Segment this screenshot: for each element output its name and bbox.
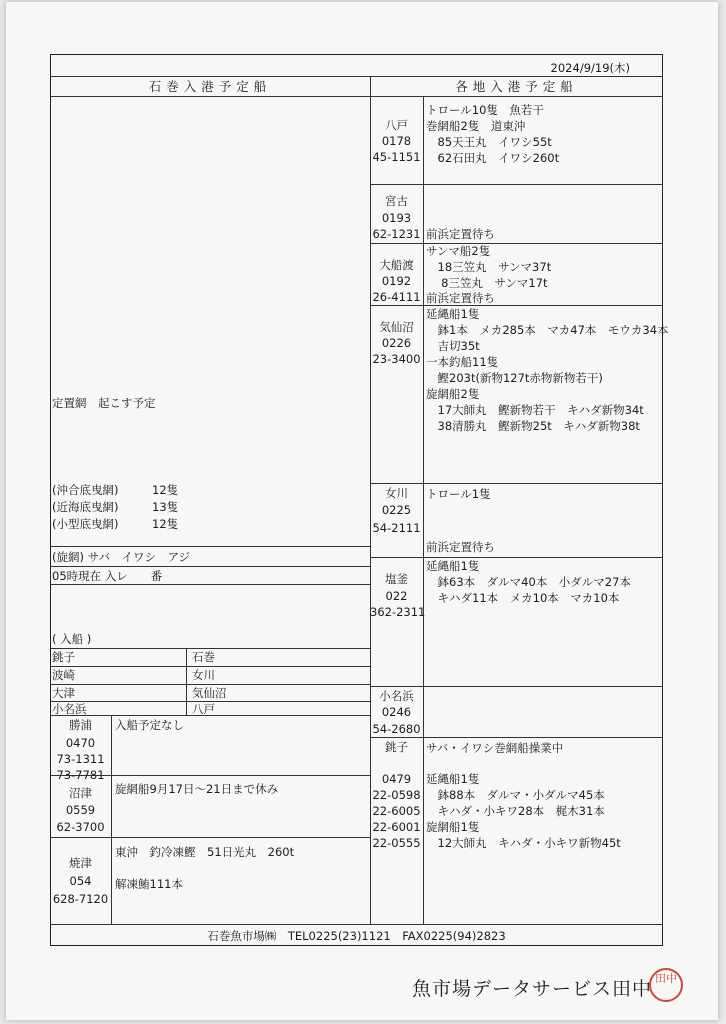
port-cell: 波崎	[52, 668, 75, 682]
port-line: トロール10隻 魚若干	[426, 103, 544, 117]
fleet-name: (沖合底曳網)	[52, 483, 119, 497]
port-name: 八戸	[385, 118, 408, 132]
port-line: 鉢63本 ダルマ40本 小ダルマ27本	[426, 575, 631, 589]
nyusen-label: ( 入船 )	[52, 632, 92, 646]
port-line: 巻網船2隻 道東沖	[426, 119, 526, 133]
port-tel: 0470	[65, 736, 96, 750]
port-line: 17大師丸 鰹新物若干 キハダ新物34t	[426, 403, 644, 417]
port-line: キハダ・小キワ28本 梶木31本	[426, 804, 605, 818]
rule	[186, 648, 187, 715]
port-name: 宮古	[385, 194, 408, 208]
rule	[50, 584, 370, 585]
port-tel: 362-2311	[370, 605, 426, 619]
rule	[50, 76, 663, 77]
port-tel: 054	[69, 874, 92, 888]
port-line: 鉢1本 メカ285本 マカ47本 モウカ34本	[426, 323, 669, 337]
port-cell: 八戸	[192, 702, 215, 716]
signature: 魚市場データサービス田中	[412, 978, 653, 1000]
port-tel: 45-1151	[372, 150, 421, 164]
port-line: 前浜定置待ち	[426, 540, 495, 554]
port-tel: 0559	[65, 803, 96, 817]
port-name: 女川	[385, 486, 408, 500]
rule	[370, 737, 663, 738]
rule	[111, 715, 112, 924]
rule	[50, 666, 370, 667]
port-name: 小名浜	[379, 689, 414, 703]
port-line: 18三笠丸 サンマ37t	[426, 260, 552, 274]
port-tel: 0178	[381, 134, 412, 148]
port-line: サンマ船2隻	[426, 244, 491, 258]
rule	[370, 305, 663, 306]
port-line: 8三笠丸 サンマ17t	[426, 276, 548, 290]
teichi-note: 定置網 起こす予定	[52, 396, 156, 410]
port-tel: 54-2111	[372, 521, 421, 535]
rule	[423, 96, 424, 924]
rule	[370, 483, 663, 484]
footer-contact: 石巻魚市場㈱ TEL0225(23)1121 FAX0225(94)2823	[207, 929, 506, 943]
port-name: 沼津	[69, 786, 92, 800]
rule	[50, 924, 663, 925]
rule	[370, 557, 663, 558]
port-tel: 22-0598	[372, 788, 421, 802]
rule	[50, 684, 370, 685]
port-cell: 大津	[52, 686, 75, 700]
port-line: 12大師丸 キハダ・小キワ新物45t	[426, 836, 621, 850]
port-line: 鉢88本 ダルマ・小ダルマ45本	[426, 788, 605, 802]
port-name: 塩釜	[385, 572, 408, 586]
port-line: キハダ11本 メカ10本 マカ10本	[426, 591, 620, 605]
port-name: 大船渡	[379, 258, 414, 272]
current-status: 05時現在 入レ 番	[52, 569, 163, 583]
port-tel: 0246	[381, 705, 412, 719]
port-cell: 女川	[192, 668, 215, 682]
port-line: 延縄船1隻	[426, 307, 480, 321]
port-line: 38清勝丸 鰹新物25t キハダ新物38t	[426, 419, 640, 433]
port-note: 東沖 釣冷凍鰹 51日光丸 260t	[115, 845, 295, 859]
port-line: 旋網船2隻	[426, 387, 480, 401]
rule	[50, 546, 370, 547]
rule	[370, 184, 663, 185]
fleet-count: 12隻	[152, 483, 179, 497]
port-tel: 0193	[381, 211, 412, 225]
rule	[50, 648, 370, 649]
port-line: トロール1隻	[426, 487, 491, 501]
port-tel: 22-0555	[372, 836, 421, 850]
port-tel: 0226	[381, 336, 412, 350]
port-line: 吉切35t	[426, 339, 480, 353]
document-date: 2024/9/19(木)	[550, 61, 630, 75]
port-tel: 62-1231	[372, 227, 421, 241]
port-tel: 022	[385, 589, 408, 603]
rule	[50, 96, 663, 97]
port-tel: 0225	[381, 503, 412, 517]
port-line: 前浜定置待ち	[426, 291, 495, 305]
fleet-name: (小型底曳網)	[52, 517, 119, 531]
rule	[50, 566, 370, 567]
port-tel: 0479	[381, 772, 412, 786]
port-line: 85天王丸 イワシ55t	[426, 135, 552, 149]
port-name: 勝浦	[69, 718, 92, 732]
port-tel: 73-1311	[56, 752, 105, 766]
left-header: 石巻入港予定船	[148, 79, 272, 94]
port-note: 旋網船9月17日～21日まで休み	[115, 782, 279, 796]
port-note: 入船予定なし	[115, 718, 184, 732]
fleet-count: 13隻	[152, 500, 179, 514]
port-cell: 小名浜	[52, 702, 87, 716]
port-tel: 628-7120	[52, 892, 109, 906]
port-name: 焼津	[69, 856, 92, 870]
rule	[370, 243, 663, 244]
port-line: 一本釣船11隻	[426, 355, 499, 369]
port-name: 気仙沼	[379, 320, 414, 334]
seal-stamp: 田中	[649, 968, 683, 1002]
port-tel: 73-7781	[56, 768, 105, 782]
port-note: 解凍鮪111本	[115, 877, 183, 891]
port-cell: 気仙沼	[192, 686, 227, 700]
port-cell: 銚子	[52, 650, 75, 664]
port-line: 延縄船1隻	[426, 772, 480, 786]
port-line: 延縄船1隻	[426, 559, 480, 573]
rule	[370, 686, 663, 687]
port-cell: 石巻	[192, 650, 215, 664]
port-line: 前浜定置待ち	[426, 227, 495, 241]
fleet-name: (近海底曳網)	[52, 500, 119, 514]
port-line: サバ・イワシ巻網船操業中	[426, 741, 564, 755]
port-tel: 22-6005	[372, 804, 421, 818]
port-tel: 23-3400	[372, 352, 421, 366]
port-tel: 26-4111	[372, 290, 421, 304]
port-line: 鰹203t(新物127t赤物新物若干)	[426, 371, 603, 385]
right-header: 各地入港予定船	[455, 79, 578, 94]
port-tel: 22-6001	[372, 820, 421, 834]
fleet-count: 12隻	[152, 517, 179, 531]
port-line: 旋網船1隻	[426, 820, 480, 834]
port-tel: 0192	[381, 274, 412, 288]
port-name: 銚子	[385, 740, 408, 754]
senmou-species: (旋網) サバ イワシ アジ	[52, 550, 190, 564]
rule	[50, 837, 370, 838]
port-line: 62石田丸 イワシ260t	[426, 151, 560, 165]
port-tel: 62-3700	[56, 820, 105, 834]
port-tel: 54-2680	[372, 722, 421, 736]
